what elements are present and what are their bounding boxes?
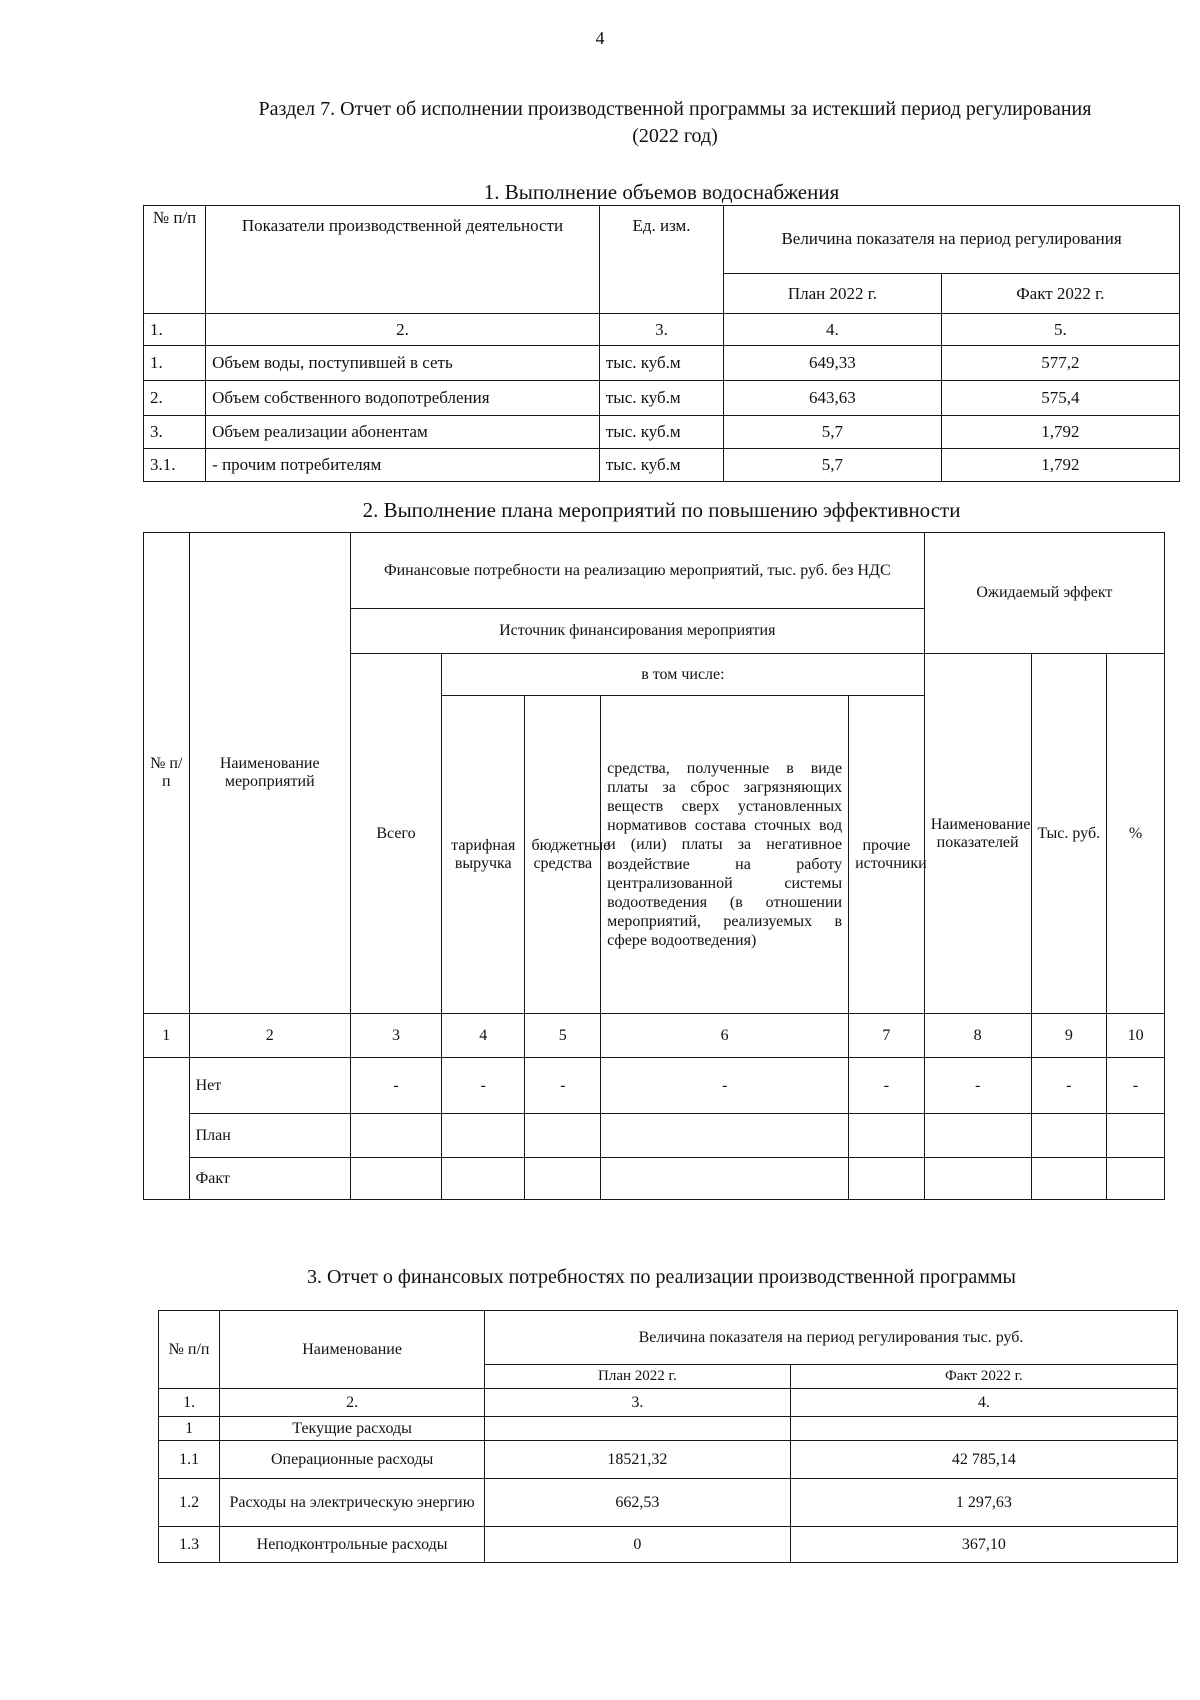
t2-cell: - xyxy=(601,1058,849,1114)
t3-cell-fact: 42 785,14 xyxy=(790,1441,1177,1479)
t1-index-cell: 5. xyxy=(941,314,1179,346)
t2-cell-name: Факт xyxy=(189,1158,350,1200)
t2-index-cell: 8 xyxy=(924,1014,1031,1058)
t2-cell: - xyxy=(442,1058,525,1114)
t3-cell-fact: 1 297,63 xyxy=(790,1479,1177,1527)
table-row xyxy=(159,1479,1178,1527)
t1-cell-unit: тыс. куб.м xyxy=(599,381,723,416)
t2-index-row xyxy=(144,1014,1165,1058)
t1-header-value: Величина показателя на период регулирования xyxy=(724,206,1180,274)
t1-cell-num: 3. xyxy=(144,416,206,449)
t1-cell-fact: 577,2 xyxy=(941,346,1179,381)
table3 xyxy=(158,1310,1178,1563)
t2-cell xyxy=(849,1158,925,1200)
t3-cell-plan xyxy=(485,1417,791,1441)
t2-index-cell: 4 xyxy=(442,1014,525,1058)
t3-index-cell: 3. xyxy=(485,1389,791,1417)
t3-cell-name: Расходы на электрическую энергию xyxy=(220,1479,485,1527)
t1-cell-unit: тыс. куб.м xyxy=(599,346,723,381)
table-row xyxy=(159,1417,1178,1441)
t3-cell-num: 1.3 xyxy=(159,1527,220,1563)
t1-cell-unit: тыс. куб.м xyxy=(599,449,723,482)
t1-cell-name: Объем собственного водопотребления xyxy=(206,381,600,416)
t2-cell: - xyxy=(525,1058,601,1114)
t2-header-total: Всего xyxy=(350,654,441,1014)
t2-cell-name: Нет xyxy=(189,1058,350,1114)
t1-index-cell: 2. xyxy=(206,314,600,346)
t2-cell xyxy=(601,1114,849,1158)
section-title-line1: Раздел 7. Отчет об исполнении производственной программы за истекший период регулирования xyxy=(258,98,1092,120)
t1-cell-num: 2. xyxy=(144,381,206,416)
t2-cell: - xyxy=(1107,1058,1165,1114)
table-row xyxy=(159,1527,1178,1563)
t2-cell xyxy=(525,1114,601,1158)
t3-header-fact: Факт 2022 г. xyxy=(790,1365,1177,1389)
table-row xyxy=(159,1441,1178,1479)
t2-header-budget: бюджетные средства xyxy=(525,696,601,1014)
t2-header-thousand: Тыс. руб. xyxy=(1031,654,1107,1014)
t1-cell-plan: 649,33 xyxy=(724,346,942,381)
table1 xyxy=(143,205,1180,482)
table-row xyxy=(144,449,1180,482)
t1-header-fact: Факт 2022 г. xyxy=(941,274,1179,314)
t2-cell xyxy=(924,1114,1031,1158)
t1-cell-num: 1. xyxy=(144,346,206,381)
t2-cell-name: План xyxy=(189,1114,350,1158)
t3-index-cell: 4. xyxy=(790,1389,1177,1417)
t2-index-cell: 10 xyxy=(1107,1014,1165,1058)
t3-index-row xyxy=(159,1389,1178,1417)
t2-header-percent: % xyxy=(1107,654,1165,1014)
t3-cell-plan: 0 xyxy=(485,1527,791,1563)
table-row xyxy=(144,381,1180,416)
t3-cell-name: Неподконтрольные расходы xyxy=(220,1527,485,1563)
t2-header-source: Источник финансирования мероприятия xyxy=(350,609,924,654)
t1-cell-name: Объем воды, поступившей в сеть xyxy=(206,346,600,381)
t2-index-cell: 5 xyxy=(525,1014,601,1058)
t1-header-plan: План 2022 г. xyxy=(724,274,942,314)
t2-cell xyxy=(1107,1114,1165,1158)
t3-cell-name: Операционные расходы xyxy=(220,1441,485,1479)
section-title-line2: (2022 год) xyxy=(632,125,718,147)
t2-header-other: прочие источники xyxy=(849,696,925,1014)
t3-cell-num: 1 xyxy=(159,1417,220,1441)
t2-header-indicator: Наименование показателей xyxy=(924,654,1031,1014)
t2-header-fees: средства, полученные в виде платы за сброс загрязняющих веществ сверх установленных нормативов состава сточных вод и (или) платы за негативное воздействие на работу централизованной системы водоотведения (в отношении мероприятий, реализуемых в сфере водоотведения) xyxy=(601,696,849,1014)
table-row xyxy=(144,416,1180,449)
t2-index-cell: 1 xyxy=(144,1014,190,1058)
t2-index-cell: 3 xyxy=(350,1014,441,1058)
t3-cell-plan: 18521,32 xyxy=(485,1441,791,1479)
t2-cell xyxy=(924,1158,1031,1200)
t3-header-plan: План 2022 г. xyxy=(485,1365,791,1389)
t1-cell-name: Объем реализации абонентам xyxy=(206,416,600,449)
t1-cell-plan: 643,63 xyxy=(724,381,942,416)
t2-cell xyxy=(442,1158,525,1200)
t1-cell-unit: тыс. куб.м xyxy=(599,416,723,449)
t3-cell-num: 1.2 xyxy=(159,1479,220,1527)
table-row xyxy=(144,1058,1165,1114)
t2-cell xyxy=(350,1158,441,1200)
t2-cell xyxy=(1031,1158,1107,1200)
table-row xyxy=(144,1158,1165,1200)
table-row xyxy=(144,346,1180,381)
t2-header-tariff: тарифная выручка xyxy=(442,696,525,1014)
t1-index-row xyxy=(144,314,1180,346)
t2-cell: - xyxy=(350,1058,441,1114)
t1-header-name: Показатели производственной деятельности xyxy=(206,206,600,314)
t3-header-value: Величина показателя на период регулирования тыс. руб. xyxy=(485,1311,1178,1365)
t2-cell: - xyxy=(1031,1058,1107,1114)
t3-header-name: Наименование xyxy=(220,1311,485,1389)
t1-cell-plan: 5,7 xyxy=(724,416,942,449)
t1-cell-fact: 1,792 xyxy=(941,416,1179,449)
t2-cell xyxy=(442,1114,525,1158)
t3-index-cell: 2. xyxy=(220,1389,485,1417)
t2-header-effect: Ожидаемый эффект xyxy=(924,533,1164,654)
t2-cell xyxy=(1107,1158,1165,1200)
table-row xyxy=(144,1114,1165,1158)
t2-cell xyxy=(1031,1114,1107,1158)
t1-index-cell: 4. xyxy=(724,314,942,346)
t1-header-num: № п/п xyxy=(144,206,206,314)
t3-header-num: № п/п xyxy=(159,1311,220,1389)
t1-cell-num: 3.1. xyxy=(144,449,206,482)
t3-cell-fact xyxy=(790,1417,1177,1441)
table2-heading: 2. Выполнение плана мероприятий по повышению эффективности xyxy=(362,498,961,522)
t2-index-cell: 7 xyxy=(849,1014,925,1058)
t2-cell-num xyxy=(144,1058,190,1200)
t1-cell-fact: 1,792 xyxy=(941,449,1179,482)
t2-index-cell: 6 xyxy=(601,1014,849,1058)
table3-heading: 3. Отчет о финансовых потребностях по реализации производственной программы xyxy=(307,1266,1016,1288)
t1-index-cell: 1. xyxy=(144,314,206,346)
table1-heading: 1. Выполнение объемов водоснабжения xyxy=(483,180,840,204)
t1-index-cell: 3. xyxy=(599,314,723,346)
t3-cell-fact: 367,10 xyxy=(790,1527,1177,1563)
t2-cell xyxy=(601,1158,849,1200)
t1-cell-fact: 575,4 xyxy=(941,381,1179,416)
t3-cell-plan: 662,53 xyxy=(485,1479,791,1527)
t2-header-fin: Финансовые потребности на реализацию мероприятий, тыс. руб. без НДС xyxy=(350,533,924,609)
t2-header-num: № п/п xyxy=(144,533,190,1014)
t2-cell xyxy=(350,1114,441,1158)
t3-cell-num: 1.1 xyxy=(159,1441,220,1479)
t2-header-name: Наименование мероприятий xyxy=(189,533,350,1014)
t2-cell: - xyxy=(849,1058,925,1114)
page-number: 4 xyxy=(595,28,605,48)
t3-cell-name: Текущие расходы xyxy=(220,1417,485,1441)
t2-index-cell: 9 xyxy=(1031,1014,1107,1058)
t2-cell xyxy=(525,1158,601,1200)
t2-header-including: в том числе: xyxy=(442,654,925,696)
section-title xyxy=(180,96,1170,150)
t2-cell: - xyxy=(924,1058,1031,1114)
t3-index-cell: 1. xyxy=(159,1389,220,1417)
table2 xyxy=(143,532,1165,1200)
t1-cell-name: - прочим потребителям xyxy=(206,449,600,482)
t2-index-cell: 2 xyxy=(189,1014,350,1058)
t1-header-unit: Ед. изм. xyxy=(599,206,723,314)
t1-cell-plan: 5,7 xyxy=(724,449,942,482)
t2-cell xyxy=(849,1114,925,1158)
